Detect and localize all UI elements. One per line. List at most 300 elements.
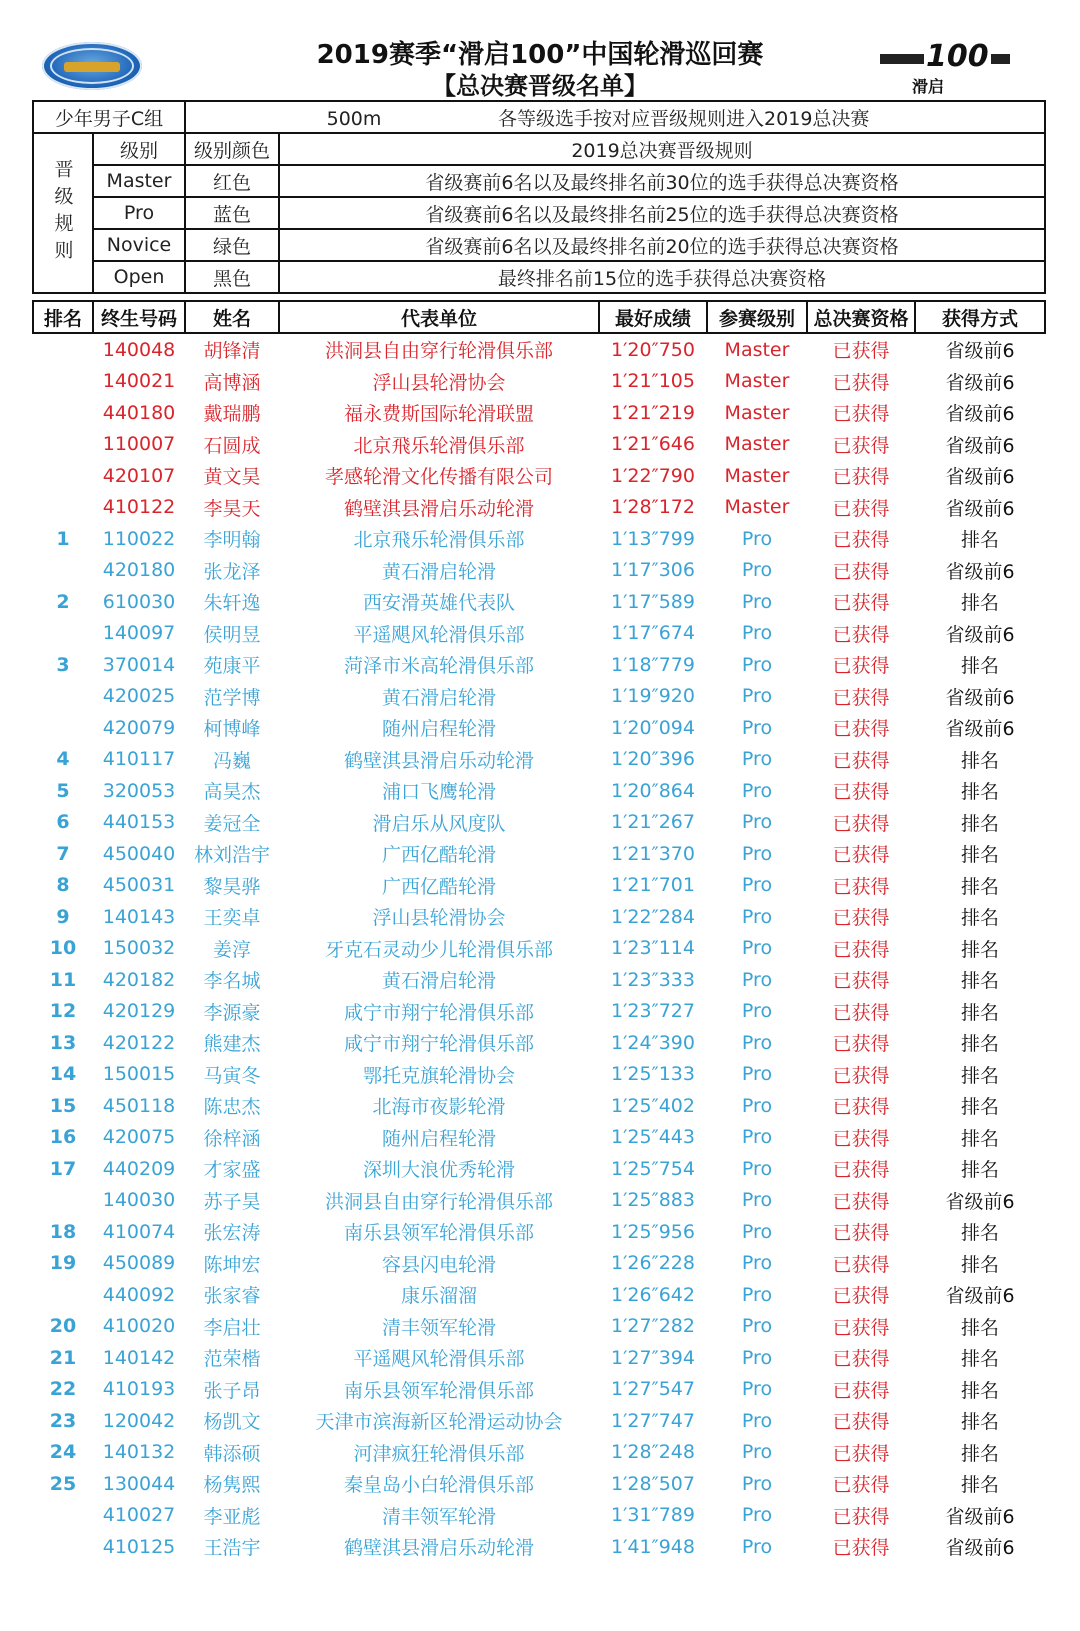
time-cell: 1′21″701: [611, 874, 695, 897]
table-row: [33, 1311, 1045, 1343]
name-cell: 黄文昊: [203, 466, 261, 489]
rule-text: 省级赛前6名以及最终排名前25位的选手获得总决赛资格: [279, 197, 1045, 229]
qualification-cell: 已获得: [832, 623, 890, 646]
id-cell: 420107: [102, 464, 176, 487]
time-cell: 1′25″883: [611, 1189, 695, 1212]
method-cell: 省级前6: [945, 560, 1015, 583]
time-cell: 1′21″646: [611, 433, 695, 456]
rank-cell: [33, 460, 93, 492]
level-cell: Pro: [741, 1472, 773, 1495]
rank-cell: 11: [49, 968, 77, 991]
id-cell: 440092: [102, 1283, 176, 1306]
id-cell: 140143: [102, 905, 176, 928]
rank-cell: [33, 1500, 93, 1532]
qualification-cell: 已获得: [832, 1222, 890, 1245]
id-cell: 410074: [102, 1220, 176, 1243]
qualification-cell: 已获得: [832, 560, 890, 583]
name-cell: 王奕卓: [203, 907, 261, 930]
level-cell: Master: [724, 464, 790, 487]
time-cell: 1′25″402: [611, 1094, 695, 1117]
level-cell: Pro: [741, 968, 773, 991]
time-cell: 1′17″589: [611, 590, 695, 613]
unit-cell: 南乐县领军轮滑俱乐部: [343, 1222, 534, 1245]
name-cell: 张家睿: [203, 1285, 261, 1308]
rank-cell: [33, 681, 93, 713]
rank-cell: [33, 366, 93, 398]
level-cell: Pro: [741, 559, 773, 582]
qualification-cell: 已获得: [832, 1001, 890, 1024]
time-cell: 1′13″799: [611, 527, 695, 550]
qualification-cell: 已获得: [832, 1379, 890, 1402]
table-row: [33, 333, 1045, 366]
table-row: [33, 1405, 1045, 1437]
level-cell: Pro: [741, 1126, 773, 1149]
id-cell: 140142: [102, 1346, 176, 1369]
table-row: [33, 838, 1045, 870]
header-id: 终生号码: [93, 301, 185, 333]
unit-cell: 广西亿酷轮滑: [381, 844, 496, 867]
level-cell: Pro: [741, 842, 773, 865]
rank-cell: 12: [49, 1000, 77, 1023]
id-cell: 410020: [102, 1315, 176, 1338]
unit-cell: 平遥飓风轮滑俱乐部: [353, 1348, 525, 1371]
time-cell: 1′28″507: [611, 1472, 695, 1495]
qualification-cell: 已获得: [832, 970, 890, 993]
table-row: [33, 712, 1045, 744]
id-cell: 450089: [102, 1252, 176, 1275]
method-cell: 排名: [960, 1064, 999, 1087]
method-cell: 省级前6: [945, 1190, 1015, 1213]
method-cell: 排名: [960, 1474, 999, 1497]
method-cell: 排名: [960, 1442, 999, 1465]
level-cell: Pro: [741, 716, 773, 739]
page-subtitle: 【总决赛晋级名单】: [432, 72, 648, 100]
table-row: [33, 807, 1045, 839]
level-cell: Pro: [741, 937, 773, 960]
table-row: [33, 933, 1045, 965]
rules-table: [32, 100, 1046, 294]
method-cell: 排名: [960, 781, 999, 804]
unit-cell: 洪洞县自由穿行轮滑俱乐部: [324, 1190, 553, 1213]
rule-color: 红色: [185, 165, 279, 197]
id-cell: 130044: [102, 1472, 176, 1495]
sponsor-logo: 100 滑启: [880, 36, 1010, 96]
unit-cell: 咸宁市翔宁轮滑俱乐部: [343, 1033, 534, 1056]
rank-cell: [33, 712, 93, 744]
rank-cell: [33, 618, 93, 650]
rule-level: Open: [93, 261, 185, 293]
rule-level: Pro: [93, 197, 185, 229]
method-cell: 排名: [960, 1348, 999, 1371]
id-cell: 450031: [102, 874, 176, 897]
level-cell: Pro: [741, 1031, 773, 1054]
time-cell: 1′19″920: [611, 685, 695, 708]
table-row: [33, 1153, 1045, 1185]
method-cell: 省级前6: [945, 497, 1015, 520]
group-distance: 500m: [326, 107, 382, 130]
rules-col-level: 级别: [93, 133, 185, 165]
unit-cell: 孝感轮滑文化传播有限公司: [324, 466, 553, 489]
level-cell: Pro: [741, 1189, 773, 1212]
time-cell: 1′28″248: [611, 1441, 695, 1464]
method-cell: 排名: [960, 1253, 999, 1276]
name-cell: 才家盛: [203, 1159, 261, 1182]
table-row: [33, 964, 1045, 996]
unit-cell: 广西亿酷轮滑: [381, 875, 496, 898]
group-distance-note: [185, 101, 1045, 133]
unit-cell: 黄石滑启轮滑: [381, 560, 496, 583]
unit-cell: 河津疯狂轮滑俱乐部: [353, 1442, 525, 1465]
id-cell: 110007: [102, 433, 176, 456]
level-cell: Pro: [741, 1252, 773, 1275]
document-header: [0, 0, 1080, 100]
qualification-cell: 已获得: [832, 1285, 890, 1308]
table-row: [33, 1279, 1045, 1311]
rank-cell: 17: [49, 1157, 77, 1180]
rank-cell: [33, 1279, 93, 1311]
name-cell: 李启壮: [203, 1316, 261, 1339]
name-cell: 陈坤宏: [203, 1253, 261, 1276]
table-row: [33, 429, 1045, 461]
rank-cell: 2: [56, 590, 70, 613]
id-cell: 410027: [102, 1504, 176, 1527]
id-cell: 420122: [102, 1031, 176, 1054]
name-cell: 戴瑞鹏: [203, 403, 261, 426]
unit-cell: 北京飛乐轮滑俱乐部: [353, 529, 525, 552]
qualification-cell: 已获得: [832, 1505, 890, 1528]
time-cell: 1′20″864: [611, 779, 695, 802]
rules-col-rule: 2019总决赛晋级规则: [279, 133, 1045, 165]
method-cell: 省级前6: [945, 434, 1015, 457]
unit-cell: 清丰领军轮滑: [381, 1505, 496, 1528]
rules-col-color: 级别颜色: [185, 133, 279, 165]
level-cell: Pro: [741, 1441, 773, 1464]
name-cell: 石圆成: [203, 434, 261, 457]
method-cell: 省级前6: [945, 1537, 1015, 1560]
table-row: [33, 996, 1045, 1028]
table-row: [33, 744, 1045, 776]
id-cell: 420129: [102, 1000, 176, 1023]
method-cell: 排名: [960, 907, 999, 930]
unit-cell: 浦口飞鹰轮滑: [381, 781, 496, 804]
table-row: [33, 1248, 1045, 1280]
rank-cell: 23: [49, 1409, 77, 1432]
time-cell: 1′21″267: [611, 811, 695, 834]
method-cell: 排名: [960, 1379, 999, 1402]
rank-cell: 6: [56, 811, 70, 834]
unit-cell: 南乐县领军轮滑俱乐部: [343, 1379, 534, 1402]
table-row: [33, 1216, 1045, 1248]
rank-cell: 20: [49, 1315, 77, 1338]
method-cell: 排名: [960, 970, 999, 993]
qualification-cell: 已获得: [832, 1190, 890, 1213]
method-cell: 排名: [960, 1411, 999, 1434]
time-cell: 1′27″282: [611, 1315, 695, 1338]
name-cell: 王浩宇: [203, 1537, 261, 1560]
name-cell: 姜淳: [212, 938, 251, 961]
unit-cell: 天津市滨海新区轮滑运动协会: [315, 1411, 563, 1434]
id-cell: 440180: [102, 401, 176, 424]
method-cell: 省级前6: [945, 371, 1015, 394]
level-cell: Pro: [741, 779, 773, 802]
method-cell: 排名: [960, 875, 999, 898]
rule-text: 最终排名前15位的选手获得总决赛资格: [279, 261, 1045, 293]
qualification-cell: 已获得: [832, 1064, 890, 1087]
qualification-cell: 已获得: [832, 1033, 890, 1056]
name-cell: 侯明昱: [203, 623, 261, 646]
level-cell: Pro: [741, 1157, 773, 1180]
rank-cell: 15: [49, 1094, 77, 1117]
name-cell: 张子昂: [203, 1379, 261, 1402]
level-cell: Pro: [741, 1220, 773, 1243]
id-cell: 110022: [102, 527, 176, 550]
rank-cell: 21: [49, 1346, 77, 1369]
rank-cell: 13: [49, 1031, 77, 1054]
level-cell: Pro: [741, 1346, 773, 1369]
method-cell: 省级前6: [945, 623, 1015, 646]
time-cell: 1′23″333: [611, 968, 695, 991]
time-cell: 1′20″750: [611, 338, 695, 361]
table-row: [33, 1500, 1045, 1532]
method-cell: 排名: [960, 1127, 999, 1150]
method-cell: 排名: [960, 1033, 999, 1056]
name-cell: 张宏涛: [203, 1222, 261, 1245]
name-cell: 高昊杰: [203, 781, 261, 804]
rank-cell: 5: [56, 779, 70, 802]
page-title: 2019赛季“滑启100”中国轮滑巡回赛: [316, 40, 764, 70]
name-cell: 熊建杰: [203, 1033, 261, 1056]
qualification-cell: 已获得: [832, 466, 890, 489]
header-unit: 代表单位: [279, 301, 599, 333]
method-cell: 省级前6: [945, 403, 1015, 426]
rank-cell: 24: [49, 1441, 77, 1464]
rule-level: Novice: [93, 229, 185, 261]
qualification-cell: 已获得: [832, 1474, 890, 1497]
level-cell: Pro: [741, 1094, 773, 1117]
unit-cell: 随州启程轮滑: [381, 1127, 496, 1150]
id-cell: 420182: [102, 968, 176, 991]
rank-cell: 25: [49, 1472, 77, 1495]
rule-color: 蓝色: [185, 197, 279, 229]
name-cell: 张龙泽: [203, 560, 261, 583]
method-cell: 省级前6: [945, 340, 1015, 363]
qualification-cell: 已获得: [832, 1411, 890, 1434]
table-row: [33, 586, 1045, 618]
level-cell: Pro: [741, 527, 773, 550]
qualification-cell: 已获得: [832, 1348, 890, 1371]
id-cell: 450118: [102, 1094, 176, 1117]
rules-side-label: 晋级规则: [33, 133, 93, 293]
unit-cell: 北京飛乐轮滑俱乐部: [353, 434, 525, 457]
rank-cell: [33, 1531, 93, 1563]
level-cell: Pro: [741, 1535, 773, 1558]
level-cell: Pro: [741, 653, 773, 676]
name-cell: 李源豪: [203, 1001, 261, 1024]
table-row: [33, 775, 1045, 807]
unit-cell: 西安滑英雄代表队: [362, 592, 515, 615]
level-cell: Master: [724, 370, 790, 393]
table-row: [33, 523, 1045, 555]
unit-cell: 秦皇岛小白轮滑俱乐部: [343, 1474, 534, 1497]
table-row: [33, 1185, 1045, 1217]
name-cell: 胡锋清: [203, 340, 261, 363]
rank-cell: 18: [49, 1220, 77, 1243]
rule-color: 黑色: [185, 261, 279, 293]
id-cell: 440209: [102, 1157, 176, 1180]
name-cell: 李亚彪: [203, 1505, 261, 1528]
id-cell: 150032: [102, 937, 176, 960]
qualification-cell: 已获得: [832, 340, 890, 363]
table-row: [33, 555, 1045, 587]
name-cell: 徐梓涵: [203, 1127, 261, 1150]
id-cell: 420075: [102, 1126, 176, 1149]
level-cell: Pro: [741, 1504, 773, 1527]
id-cell: 610030: [102, 590, 176, 613]
method-cell: 排名: [960, 1222, 999, 1245]
id-cell: 140132: [102, 1441, 176, 1464]
name-cell: 朱轩逸: [203, 592, 261, 615]
level-cell: Master: [724, 401, 790, 424]
method-cell: 排名: [960, 1001, 999, 1024]
time-cell: 1′25″754: [611, 1157, 695, 1180]
id-cell: 410125: [102, 1535, 176, 1558]
table-row: [33, 492, 1045, 524]
method-cell: 排名: [960, 655, 999, 678]
name-cell: 韩添硕: [203, 1442, 261, 1465]
id-cell: 370014: [102, 653, 176, 676]
header-method: 获得方式: [915, 301, 1045, 333]
qualification-cell: 已获得: [832, 907, 890, 930]
time-cell: 1′23″114: [611, 937, 695, 960]
rank-cell: 22: [49, 1378, 77, 1401]
group-name: 少年男子C组: [33, 101, 185, 133]
qualification-cell: 已获得: [832, 686, 890, 709]
id-cell: 150015: [102, 1063, 176, 1086]
level-cell: Pro: [741, 590, 773, 613]
name-cell: 李明翰: [203, 529, 261, 552]
id-cell: 440153: [102, 811, 176, 834]
unit-cell: 牙克石灵动少儿轮滑俱乐部: [324, 938, 553, 961]
level-cell: Pro: [741, 1000, 773, 1023]
level-cell: Pro: [741, 622, 773, 645]
level-cell: Pro: [741, 1378, 773, 1401]
name-cell: 李昊天: [203, 497, 261, 520]
name-cell: 柯博峰: [203, 718, 261, 741]
time-cell: 1′21″370: [611, 842, 695, 865]
qualification-cell: 已获得: [832, 875, 890, 898]
rank-cell: 7: [56, 842, 70, 865]
qualification-cell: 已获得: [832, 592, 890, 615]
unit-cell: 随州启程轮滑: [381, 718, 496, 741]
name-cell: 姜冠全: [203, 812, 261, 835]
rank-cell: 14: [49, 1063, 77, 1086]
time-cell: 1′20″396: [611, 748, 695, 771]
time-cell: 1′25″133: [611, 1063, 695, 1086]
id-cell: 140048: [102, 338, 176, 361]
level-cell: Master: [724, 338, 790, 361]
method-cell: 排名: [960, 844, 999, 867]
level-cell: Master: [724, 433, 790, 456]
name-cell: 冯巍: [212, 749, 251, 772]
table-row: [33, 1122, 1045, 1154]
table-row: [33, 1468, 1045, 1500]
method-cell: 排名: [960, 529, 999, 552]
unit-cell: 鹤壁淇县滑启乐动轮滑: [343, 749, 534, 772]
rank-cell: 4: [56, 748, 70, 771]
time-cell: 1′27″547: [611, 1378, 695, 1401]
qualification-cell: 已获得: [832, 497, 890, 520]
name-cell: 马寅冬: [203, 1064, 261, 1087]
time-cell: 1′31″789: [611, 1504, 695, 1527]
method-cell: 排名: [960, 1096, 999, 1119]
method-cell: 排名: [960, 1159, 999, 1182]
table-row: [33, 460, 1045, 492]
unit-cell: 黄石滑启轮滑: [381, 970, 496, 993]
unit-cell: 平遥飓风轮滑俱乐部: [353, 623, 525, 646]
id-cell: 420079: [102, 716, 176, 739]
id-cell: 410122: [102, 496, 176, 519]
rank-cell: [33, 429, 93, 461]
name-cell: 黎昊骅: [203, 875, 261, 898]
qualification-cell: 已获得: [832, 1127, 890, 1150]
rank-cell: 9: [56, 905, 70, 928]
method-cell: 省级前6: [945, 718, 1015, 741]
method-cell: 省级前6: [945, 1505, 1015, 1528]
unit-cell: 浮山县轮滑协会: [372, 371, 506, 394]
level-cell: Pro: [741, 905, 773, 928]
rank-cell: 1: [56, 527, 70, 550]
name-cell: 苑康平: [203, 655, 261, 678]
time-cell: 1′20″094: [611, 716, 695, 739]
time-cell: 1′26″228: [611, 1252, 695, 1275]
results-table: [32, 300, 1046, 1563]
unit-cell: 深圳大浪优秀轮滑: [362, 1159, 515, 1182]
level-cell: Pro: [741, 748, 773, 771]
name-cell: 林刘浩宇: [193, 844, 270, 867]
qualification-cell: 已获得: [832, 1096, 890, 1119]
qualification-cell: 已获得: [832, 1159, 890, 1182]
unit-cell: 清丰领军轮滑: [381, 1316, 496, 1339]
id-cell: 410193: [102, 1378, 176, 1401]
qualification-cell: 已获得: [832, 749, 890, 772]
method-cell: 排名: [960, 1316, 999, 1339]
rule-color: 绿色: [185, 229, 279, 261]
method-cell: 排名: [960, 592, 999, 615]
method-cell: 省级前6: [945, 1285, 1015, 1308]
rule-text: 省级赛前6名以及最终排名前20位的选手获得总决赛资格: [279, 229, 1045, 261]
unit-cell: 咸宁市翔宁轮滑俱乐部: [343, 1001, 534, 1024]
level-cell: Pro: [741, 685, 773, 708]
table-row: [33, 1374, 1045, 1406]
table-row: [33, 1090, 1045, 1122]
qualification-cell: 已获得: [832, 781, 890, 804]
id-cell: 420025: [102, 685, 176, 708]
time-cell: 1′27″394: [611, 1346, 695, 1369]
level-cell: Master: [724, 496, 790, 519]
table-row: [33, 649, 1045, 681]
unit-cell: 滑启乐从风度队: [372, 812, 506, 835]
header-qualification: 总决赛资格: [807, 301, 915, 333]
name-cell: 苏子昊: [203, 1190, 261, 1213]
id-cell: 420180: [102, 559, 176, 582]
level-cell: Pro: [741, 1283, 773, 1306]
unit-cell: 鹤壁淇县滑启乐动轮滑: [343, 1537, 534, 1560]
rank-cell: 10: [49, 937, 77, 960]
unit-cell: 容县闪电轮滑: [381, 1253, 496, 1276]
rank-cell: 8: [56, 874, 70, 897]
header-name: 姓名: [185, 301, 279, 333]
unit-cell: 鄂托克旗轮滑协会: [362, 1064, 515, 1087]
